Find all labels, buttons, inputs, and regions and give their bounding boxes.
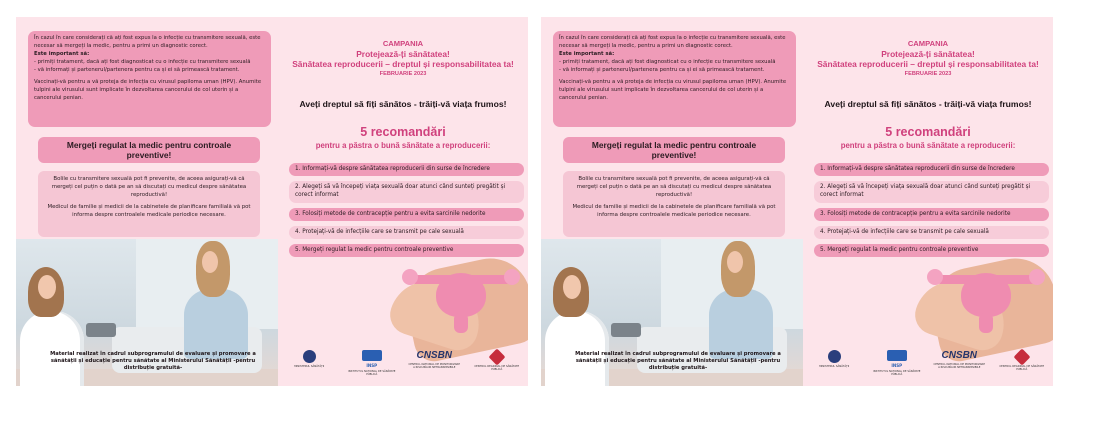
ovary-illustration [927,269,943,285]
crsp-logo: CENTRUL REGIONAL DE SĂNĂTATE PUBLICĂ [471,350,523,371]
campaign-line2: Sănătatea reproducerii – dreptul și responsabilitatea ta! [292,59,514,70]
prevention-text: Bolile cu transmitere sexuală pot fi prevenite, de aceea asigurați-vă că mergeți cel puțin o dată pe an să discutați cu medicul despre sănătatea reproductivă! [576,176,772,198]
prevention-box [563,171,785,237]
poster-right [541,17,1053,386]
info-intro: În cazul în care considerați că ați fost expus la o infecție cu transmitere sexuală, este necesar să mergeți la medic, pentru a primi un diagnostic corect. [559,35,786,49]
recommendations-header [278,125,528,150]
info-intro: În cazul în care considerați că ați fost expus la o infecție cu transmitere sexuală, este necesar să mergeți la medic, pentru a primi un diagnostic corect. [34,35,261,49]
ministry-emblem-icon [828,350,841,363]
info-item: - vă informați și partenerul/partenera pentru ca și ei să primească tratament. [559,66,765,73]
checkup-banner: Mergeți regulat la medic pentru controale preventive! [38,137,260,163]
campaign-header [278,39,528,78]
recommendation-item: 2. Alegeți să vă începeți viața sexuală doar atunci când sunteți pregătit și corect informat [814,181,1049,203]
insp-logo: INSP INSTITUTUL NAȚIONAL DE SĂNĂTATE PUBLICĂ [346,350,398,376]
logo-bar [803,347,1053,386]
uterus-illustration [436,273,486,317]
cervix-illustration [454,313,468,333]
recommendations-subtitle: pentru a păstra o bună sănătate a reproducerii: [840,140,1016,150]
doctor-info-text: Medicul de familie și medicii de la cabinetele de planificare familială vă pot informa despre controalele medicale periodice necesare. [47,204,251,219]
insp-emblem-icon [362,350,382,361]
recommendation-item: 4. Protejați-vă de infecțiile care se transmit pe cale sexuală [814,226,1049,239]
ministry-logo: MINISTERUL SĂNĂTĂȚII [283,350,335,368]
recommendation-item: 1. Informați-vă despre sănătatea reproducerii din surse de încredere [289,163,524,176]
rights-slogan: Aveți dreptul să fiți sănătos - trăiți-vă viața frumos! [824,99,1032,109]
info-box [28,31,271,127]
info-item: - primiți tratament, dacă ați fost diagnosticat cu o infecție cu transmitere sexuală [34,58,251,65]
campaign-line1: Protejează-ți sănătatea! [881,48,975,59]
info-important-label: Este important să: [34,50,90,57]
insp-logo: INSP INSTITUTUL NAȚIONAL DE SĂNĂTATE PUBLICĂ [871,350,923,376]
campaign-line2: Sănătatea reproducerii – dreptul și responsabilitatea ta! [817,59,1039,70]
ovary-illustration [504,269,520,285]
info-item: - vă informați și partenerul/partenera pentru ca și ei să primească tratament. [34,66,240,73]
ministry-emblem-icon [303,350,316,363]
recommendation-item: 3. Folosiți metode de contracepție pentru a evita sarcinile nedorite [289,208,524,221]
recommendation-item: 5. Mergeți regulat la medic pentru controale preventive [814,244,1049,257]
campaign-line1: Protejează-ți sănătatea! [356,48,450,59]
campaign-header [803,39,1053,78]
recommendation-item: 3. Folosiți metode de contracepție pentru a evita sarcinile nedorite [814,208,1049,221]
recommendations-title: 5 recomandări [360,125,446,139]
recommendations-title: 5 recomandări [885,125,971,139]
info-item: - primiți tratament, dacă ați fost diagnosticat cu o infecție cu transmitere sexuală [559,58,776,65]
crsp-emblem-icon [488,349,505,366]
ovary-illustration [402,269,418,285]
recommendations-subtitle: pentru a păstra o bună sănătate a reproducerii: [315,140,491,150]
rights-slogan: Aveți dreptul să fiți sănătos - trăiți-vă viața frumos! [299,99,507,109]
recommendations-header [803,125,1053,150]
prevention-box [38,171,260,237]
recommendation-item: 2. Alegeți să vă începeți viața sexuală doar atunci când sunteți pregătit și corect informat [289,181,524,203]
cnsbn-logo: CNSBN CENTRUL NAȚIONAL DE MONITORIZARE A RISCURILOR NETRANSMISIBILE [408,350,460,370]
uterus-illustration [961,273,1011,317]
logo-bar [278,347,528,386]
crsp-emblem-icon [1013,349,1030,366]
campaign-label: CAMPANIA [382,39,424,48]
recommendation-item: 5. Mergeți regulat la medic pentru controale preventive [289,244,524,257]
recommendation-item: 4. Protejați-vă de infecțiile care se transmit pe cale sexuală [289,226,524,239]
ovary-illustration [1029,269,1045,285]
info-important-label: Este important să: [559,50,615,57]
insp-emblem-icon [887,350,907,361]
crsp-logo: CENTRUL REGIONAL DE SĂNĂTATE PUBLICĂ [996,350,1048,371]
cervix-illustration [979,313,993,333]
info-hpv: Vaccinați-vă pentru a vă proteja de infecția cu virusul papiloma uman (HPV). Anumite tulpini ale virusului sunt implicate în dezvoltarea cancerului de col uterin și a cancerului penian. [559,78,787,101]
campaign-date: FEBRUARIE 2023 [379,70,427,77]
info-hpv: Vaccinați-vă pentru a vă proteja de infecția cu virusul papiloma uman (HPV). Anumite tulpini ale virusului sunt implicate în dezvoltarea cancerului de col uterin și a cancerului penian. [34,78,262,101]
ministry-logo: MINISTERUL SĂNĂTĂȚII [808,350,860,368]
prevention-text: Bolile cu transmitere sexuală pot fi prevenite, de aceea asigurați-vă că mergeți cel puțin o dată pe an să discutați cu medicul despre sănătatea reproductivă! [51,176,247,198]
recommendation-item: 1. Informați-vă despre sănătatea reproducerii din surse de încredere [814,163,1049,176]
checkup-banner: Mergeți regulat la medic pentru controale preventive! [563,137,785,163]
poster-left [16,17,528,386]
doctor-info-text: Medicul de familie și medicii de la cabinetele de planificare familială vă pot informa despre controalele medicale periodice necesare. [572,204,776,219]
campaign-label: CAMPANIA [907,39,949,48]
campaign-date: FEBRUARIE 2023 [904,70,952,77]
credit-text: Material realizat în cadrul subprogramului de evaluare și promovare a sănătății și educație pentru sănătate al Ministerului Sănătății -pentru distribuție gratuită- [575,351,781,372]
credit-text: Material realizat în cadrul subprogramului de evaluare și promovare a sănătății și educație pentru sănătate al Ministerului Sănătății -pentru distribuție gratuită- [50,351,256,372]
info-box [553,31,796,127]
cnsbn-logo: CNSBN CENTRUL NAȚIONAL DE MONITORIZARE A RISCURILOR NETRANSMISIBILE [933,350,985,370]
